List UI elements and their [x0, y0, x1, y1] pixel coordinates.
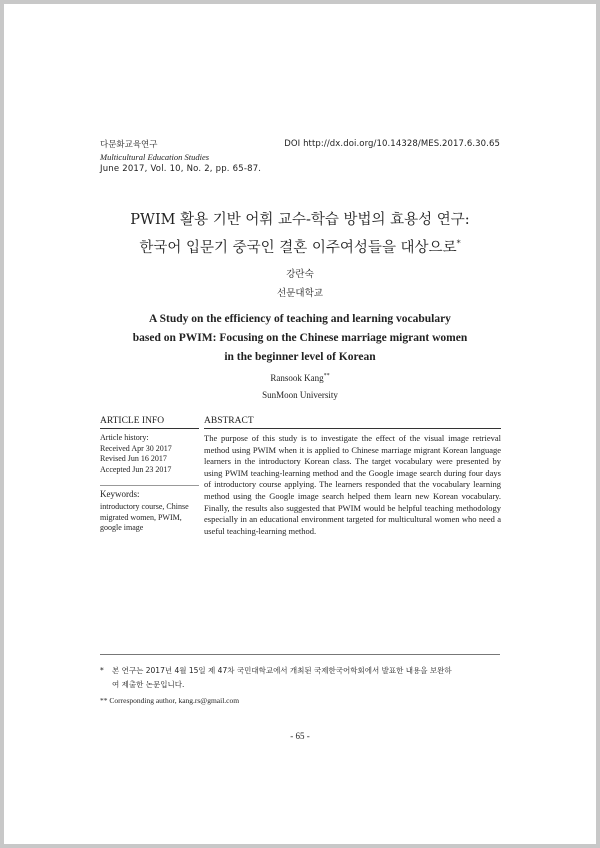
history-received: Received Apr 30 2017 [100, 443, 172, 453]
article-info-rule [100, 428, 199, 429]
keywords-heading: Keywords: [100, 489, 140, 499]
paper-title-en-line3: in the beginner level of Korean [224, 351, 376, 363]
history-accepted: Accepted Jun 23 2017 [100, 464, 172, 474]
author-name-en [0, 373, 600, 383]
paper-title-ko-line2: 한국어 입문기 중국인 결혼 이주여성들을 대상으로 [139, 239, 457, 256]
paper-title-en [0, 310, 600, 367]
footnote-2: ** Corresponding author, kang.rs@gmail.com [100, 696, 240, 705]
journal-header [100, 139, 261, 175]
journal-name-ko: 다문화교육연구 [100, 140, 158, 150]
history-label: Article history: [100, 433, 149, 442]
affiliation-ko: 선문대학교 [277, 288, 323, 299]
abstract-text: The purpose of this study is to investigate the effect of the visual image retrieval method using PWIM when it is applied to Chinese marriage migrant Korean language learners in the introductory Korean class. The target vocabulary were presented by using PWIM teaching-learning method and the Google image search during four days of introductory course applying. The learners responded that the vocabulary learning method using the Google image search helped them learn new Korean vocabulary. Finally, the results also suggested that PWIM would be helpful teaching methodology especially in an educational environment targeted for multicultural women who need a useful teaching-learning method. [204, 433, 501, 536]
author-footnote-mark: ** [323, 373, 330, 379]
doi-link[interactable]: DOI http://dx.doi.org/10.14328/MES.2017.6.30.65 [284, 139, 500, 149]
paper-title-ko-line1: PWIM 활용 기반 어휘 교수-학습 방법의 효용성 연구: [130, 212, 470, 228]
abstract-rule [204, 428, 501, 429]
keywords-rule [100, 485, 199, 486]
article-history [100, 433, 172, 475]
article-info-heading: ARTICLE INFO [100, 416, 165, 426]
abstract-heading: ABSTRACT [204, 416, 254, 426]
footnote-1-line2: 여 제출한 논문입니다. [112, 680, 185, 689]
author-name-ko: 강란숙 [286, 269, 314, 280]
history-revised: Revised Jun 16 2017 [100, 454, 167, 463]
footnote-rule [100, 654, 500, 655]
paper-title-en-line2: based on PWIM: Focusing on the Chinese marriage migrant women [132, 332, 468, 344]
page-border-bottom [0, 844, 600, 848]
footnote-1-line1: 본 연구는 2017년 4월 15일 제 47차 국민대학교에서 개최된 국제한국어학회에서 발표한 내용을 보완하 [112, 666, 452, 675]
affiliation-en: SunMoon University [262, 390, 338, 400]
title-footnote-mark: * [456, 239, 461, 248]
page-number: - 65 - [290, 731, 310, 741]
footnote-1 [100, 664, 505, 692]
author-name-en-text: Ransook Kang [270, 373, 324, 383]
page-border-left [0, 0, 4, 848]
paper-title-ko [0, 208, 600, 260]
page-border-top [0, 0, 600, 4]
keywords-list: introductory course, Chinse migrated women, PWIM, google image [100, 502, 189, 532]
footnote-1-mark: * [100, 666, 104, 675]
journal-issue: June 2017, Vol. 10, No. 2, pp. 65-87. [100, 164, 262, 174]
paper-title-en-line1: A Study on the efficiency of teaching and learning vocabulary [149, 313, 451, 325]
journal-name-en: Multicultural Education Studies [100, 152, 210, 162]
page-border-right [596, 0, 600, 848]
